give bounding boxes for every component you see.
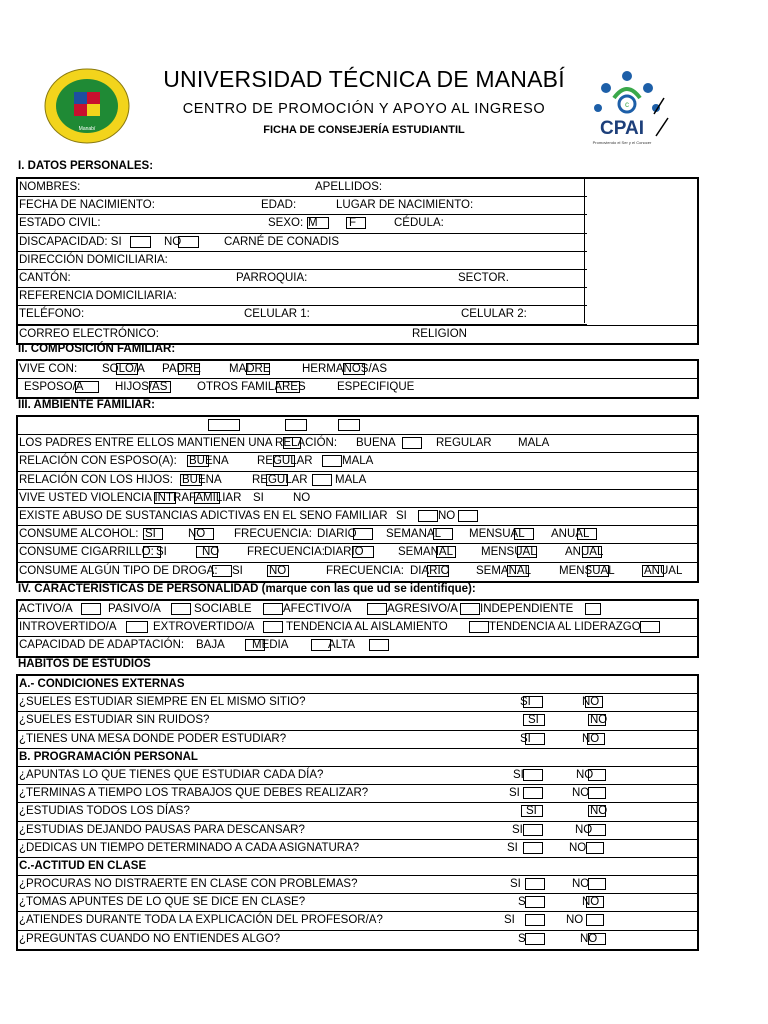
checkbox[interactable] — [352, 546, 374, 558]
checkbox[interactable] — [263, 621, 283, 633]
checkbox-no[interactable] — [587, 733, 605, 745]
checkbox[interactable] — [180, 474, 202, 486]
label: APELLIDOS: — [315, 181, 383, 193]
label: SI — [145, 528, 156, 541]
checkbox-yes[interactable] — [523, 714, 545, 726]
checkbox[interactable] — [369, 639, 389, 651]
subsection-title: C.-ACTITUD EN CLASE — [19, 859, 147, 872]
question: ¿ESTUDIAS DEJANDO PAUSAS PARA DESCANSAR? — [19, 823, 305, 836]
label: TENDENCIA AL LIDERAZGO — [489, 621, 641, 634]
checkbox[interactable] — [585, 603, 601, 615]
label: REGULAR — [436, 437, 492, 450]
label: NO — [269, 564, 287, 577]
label: CARNÉ DE CONADIS — [224, 235, 340, 248]
svg-text:Promoviendo el Ser y el Conoce: Promoviendo el Ser y el Conocer — [592, 140, 652, 145]
label: NO — [438, 509, 456, 522]
checkbox[interactable] — [582, 546, 602, 558]
checkbox[interactable] — [460, 603, 480, 615]
checkbox[interactable] — [196, 546, 218, 558]
label: DIARIO — [324, 546, 364, 559]
checkbox-madre[interactable] — [246, 363, 270, 375]
label: INDEPENDIENTE — [480, 603, 574, 615]
label: ESPOSO/A — [24, 381, 84, 394]
label: EDAD: — [261, 199, 297, 212]
label: RELACIÓN CON LOS HIJOS: — [19, 473, 174, 486]
checkbox[interactable] — [194, 492, 220, 504]
label: MENSUAL — [481, 546, 537, 559]
label: PADRE — [162, 363, 201, 375]
checkbox[interactable] — [154, 492, 176, 504]
label: DIARIO — [410, 564, 450, 577]
blank-box[interactable] — [285, 419, 307, 431]
question: ¿TIENES UNA MESA DONDE PODER ESTUDIAR? — [19, 732, 287, 745]
label: AFECTIVO/A — [283, 603, 352, 615]
section-family: II. COMPOSICIÓN FAMILIAR: — [18, 343, 176, 355]
label: SI — [520, 732, 531, 745]
question: ¿TERMINAS A TIEMPO LOS TRABAJOS QUE DEBES REALIZAR? — [19, 787, 369, 800]
checkbox-no[interactable] — [588, 805, 606, 817]
checkbox-yes[interactable] — [525, 914, 545, 926]
checkbox[interactable] — [514, 528, 534, 540]
checkbox-yes[interactable] — [523, 842, 543, 854]
checkbox[interactable] — [507, 565, 529, 577]
question: ¿PREGUNTAS CUANDO NO ENTIENDES ALGO? — [19, 932, 281, 945]
checkbox[interactable] — [143, 528, 163, 540]
checkbox-no[interactable] — [588, 769, 606, 781]
label: SI — [396, 509, 407, 522]
label: TELÉFONO: — [19, 308, 85, 321]
checkbox-yes[interactable] — [525, 896, 545, 908]
label: SI — [512, 823, 523, 836]
label: SEMANAL — [476, 564, 531, 577]
label: SI — [520, 696, 531, 709]
label: NO — [572, 787, 590, 800]
checkbox[interactable] — [367, 603, 387, 615]
label: ANUAL — [565, 546, 604, 559]
checkbox-yes[interactable] — [525, 933, 545, 945]
checkbox-yes[interactable] — [523, 787, 543, 799]
label: SOLO/A — [102, 363, 145, 375]
checkbox[interactable] — [126, 621, 148, 633]
subsection-title: B. PROGRAMACIÓN PERSONAL — [19, 750, 198, 763]
checkbox-no[interactable] — [588, 878, 606, 890]
label: REGULAR — [252, 473, 308, 486]
label: NO — [188, 528, 206, 541]
label: CÉDULA: — [394, 217, 444, 230]
label: EXTROVERTIDO/A — [153, 621, 255, 634]
label: CANTÓN: — [19, 271, 71, 284]
checkbox[interactable] — [194, 528, 214, 540]
label: CELULAR 1: — [244, 308, 310, 321]
label: SI — [507, 841, 518, 854]
checkbox-disability-no[interactable] — [178, 236, 199, 248]
checkbox-no[interactable] — [586, 896, 604, 908]
label: SEMANAL — [386, 528, 441, 541]
label: NO — [590, 714, 608, 727]
question: ¿SUELES ESTUDIAR SIEMPRE EN EL MISMO SITIO? — [19, 696, 306, 709]
label: NO — [582, 896, 600, 909]
checkbox-yes[interactable] — [523, 696, 543, 708]
checkbox-no[interactable] — [586, 914, 604, 926]
checkbox[interactable] — [402, 437, 422, 449]
checkbox-no[interactable] — [588, 933, 606, 945]
label: ANUAL — [644, 564, 683, 577]
checkbox[interactable] — [587, 565, 609, 577]
label: BUENA — [189, 455, 229, 468]
label: NO — [202, 546, 220, 559]
label: SI — [513, 768, 524, 781]
checkbox-padre[interactable] — [178, 363, 200, 375]
label: DIRECCIÓN DOMICILIARIA: — [19, 253, 168, 266]
form-title: FICHA DE CONSEJERÍA ESTUDIANTIL — [263, 124, 465, 136]
label: SI — [156, 546, 167, 559]
label: FRECUENCIA: — [234, 528, 312, 541]
label: RELIGION — [412, 327, 467, 340]
label: FECHA DE NACIMIENTO: — [19, 199, 155, 212]
svg-text:c: c — [625, 100, 629, 109]
label: MALA — [518, 437, 550, 450]
label: ALTA — [328, 639, 356, 652]
question: ¿ESTUDIAS TODOS LOS DÍAS? — [19, 805, 190, 818]
question: ¿ATIENDES DURANTE TODA LA EXPLICACIÓN DEL PROFESOR/A? — [19, 914, 383, 927]
university-title: UNIVERSIDAD TÉCNICA DE MANABÍ — [163, 66, 565, 92]
label: SOCIABLE — [194, 603, 252, 615]
checkbox[interactable] — [266, 474, 288, 486]
label: NO — [582, 696, 600, 709]
label: NO — [164, 235, 182, 248]
label: SI — [253, 491, 264, 504]
checkbox[interactable] — [263, 603, 283, 615]
label: NO — [569, 841, 587, 854]
label: NO — [580, 932, 598, 945]
label: NO — [575, 823, 593, 836]
label: BUENA — [356, 437, 396, 450]
environment-table — [16, 415, 699, 583]
label: NO — [576, 768, 594, 781]
label: CONSUME ALGÚN TIPO DE DROGA: — [19, 564, 218, 577]
checkbox[interactable] — [469, 621, 489, 633]
label: HERMANOS/AS — [302, 363, 387, 375]
center-title: CENTRO DE PROMOCIÓN Y APOYO AL INGRESO — [182, 101, 546, 117]
label: SI — [528, 714, 539, 727]
checkbox-no[interactable] — [588, 824, 606, 836]
label: MALA — [335, 473, 367, 486]
checkbox[interactable] — [418, 510, 438, 522]
label: REGULAR — [257, 455, 313, 468]
label: CAPACIDAD DE ADAPTACIÓN: — [19, 639, 185, 652]
checkbox-disability-yes[interactable] — [130, 236, 151, 248]
label: MENSUAL — [469, 528, 525, 541]
label: MADRE — [229, 363, 271, 375]
label: SI — [509, 787, 520, 800]
checkbox[interactable] — [436, 546, 456, 558]
checkbox[interactable] — [171, 603, 191, 615]
checkbox[interactable] — [640, 621, 660, 633]
question: ¿PROCURAS NO DISTRAERTE EN CLASE CON PROBLEMAS? — [19, 878, 358, 891]
label: SEXO: — [268, 217, 304, 230]
label: CONSUME CIGARRILLO: — [19, 546, 154, 559]
label: PARROQUIA: — [236, 271, 308, 284]
label: REFERENCIA DOMICILIARIA: — [19, 290, 177, 303]
checkbox-no[interactable] — [588, 787, 606, 799]
label: CORREO ELECTRÓNICO: — [19, 327, 159, 340]
checkbox-otros[interactable] — [276, 381, 300, 393]
checkbox[interactable] — [433, 528, 453, 540]
checkbox-yes[interactable] — [523, 824, 543, 836]
label: MENSUAL — [559, 564, 615, 577]
label: DIARIO — [317, 528, 357, 541]
checkbox[interactable] — [267, 565, 289, 577]
label: SECTOR. — [458, 271, 509, 284]
photo-box[interactable] — [584, 179, 697, 323]
label: SI — [510, 878, 521, 891]
checkbox-solo[interactable] — [116, 363, 138, 375]
checkbox-yes[interactable] — [525, 878, 545, 890]
label: BUENA — [182, 473, 222, 486]
label: M — [308, 217, 318, 230]
checkbox[interactable] — [81, 603, 101, 615]
label: MEDIA — [252, 639, 289, 652]
checkbox[interactable] — [517, 546, 537, 558]
label: ESTADO CIVIL: — [19, 217, 101, 230]
family-table — [16, 359, 699, 399]
label: VIVE USTED VIOLENCIA INTRAFAMILIAR — [19, 491, 242, 504]
label: ESPECIFIQUE — [337, 381, 415, 394]
checkbox-yes[interactable] — [523, 769, 543, 781]
label: SI — [504, 914, 515, 927]
blank-box[interactable] — [208, 419, 240, 431]
checkbox-no[interactable] — [585, 696, 603, 708]
checkbox-hermanos[interactable] — [343, 363, 365, 375]
checkbox-no[interactable] — [588, 714, 606, 726]
section-personality: IV. CARACTERÍSTICAS DE PERSONALIDAD (marque con las que ud se identifique): — [18, 583, 476, 595]
label: ACTIVO/A — [19, 603, 73, 615]
label: INTROVERTIDO/A — [19, 621, 117, 634]
checkbox[interactable] — [187, 455, 209, 467]
label: RELACIÓN CON ESPOSO(A): — [19, 455, 177, 468]
label: VIVE CON: — [19, 363, 78, 375]
checkbox[interactable] — [283, 437, 301, 449]
checkbox-hijos[interactable] — [149, 381, 171, 393]
label: PASIVO/A — [108, 603, 161, 615]
section-environment: III. AMBIENTE FAMILIAR: — [18, 399, 155, 411]
label: NO — [572, 878, 590, 891]
section-habits: HÁBITOS DE ESTUDIOS — [18, 658, 151, 670]
checkbox-esposo[interactable] — [75, 381, 99, 393]
svg-text:Manabí: Manabí — [78, 126, 96, 132]
label: SEMANAL — [398, 546, 453, 559]
checkbox-yes[interactable] — [521, 805, 543, 817]
label: S — [518, 932, 526, 945]
label: SI — [526, 805, 537, 818]
checkbox-no[interactable] — [586, 842, 604, 854]
question: ¿APUNTAS LO QUE TIENES QUE ESTUDIAR CADA DÍA? — [19, 768, 324, 781]
label: S — [518, 896, 526, 909]
checkbox[interactable] — [458, 510, 478, 522]
personality-table — [16, 599, 699, 658]
checkbox[interactable] — [427, 565, 449, 577]
label: NO — [293, 491, 311, 504]
label: DISCAPACIDAD: SI — [19, 235, 122, 248]
subsection-title: A.- CONDICIONES EXTERNAS — [19, 678, 185, 690]
question: ¿TOMAS APUNTES DE LO QUE SE DICE EN CLASE? — [19, 896, 306, 909]
label: LUGAR DE NACIMIENTO: — [336, 199, 474, 212]
checkbox-female[interactable] — [346, 217, 366, 229]
checkbox-yes[interactable] — [525, 733, 545, 745]
label: NO — [582, 732, 600, 745]
label: CELULAR 2: — [461, 308, 527, 321]
label: SI — [232, 564, 243, 577]
checkbox[interactable] — [577, 528, 597, 540]
question: ¿SUELES ESTUDIAR SIN RUIDOS? — [19, 714, 210, 727]
label: FRECUENCIA: — [247, 546, 325, 559]
label: NOMBRES: — [19, 181, 81, 193]
section-personal: I. DATOS PERSONALES: — [18, 160, 154, 172]
label: MALA — [342, 455, 374, 468]
personal-table — [16, 177, 699, 345]
label: BAJA — [196, 639, 225, 652]
label: CONSUME ALCOHOL: — [19, 528, 139, 541]
checkbox[interactable] — [353, 528, 373, 540]
label: FRECUENCIA: — [326, 564, 404, 577]
checkbox[interactable] — [322, 455, 342, 467]
svg-text:CPAI: CPAI — [600, 118, 644, 139]
habits-table — [16, 674, 699, 951]
label: F — [349, 217, 357, 230]
checkbox-male[interactable] — [307, 217, 329, 229]
label: LOS PADRES ENTRE ELLOS MANTIENEN UNA RELACIÓN: — [19, 437, 338, 450]
label: HIJOS/AS — [115, 381, 168, 394]
label: OTROS FAMILARES — [197, 381, 306, 394]
label: EXISTE ABUSO DE SUSTANCIAS ADICTIVAS EN EL SENO FAMILIAR — [19, 509, 388, 522]
checkbox[interactable] — [312, 474, 332, 486]
label: NO — [590, 805, 608, 818]
label: ANUAL — [551, 528, 590, 541]
label: NO — [566, 914, 584, 927]
checkbox[interactable] — [642, 565, 664, 577]
blank-box[interactable] — [338, 419, 360, 431]
checkbox[interactable] — [212, 565, 232, 577]
question: ¿DEDICAS UN TIEMPO DETERMINADO A CADA ASIGNATURA? — [19, 841, 360, 854]
label: TENDENCIA AL AISLAMIENTO — [286, 621, 448, 634]
checkbox[interactable] — [273, 455, 295, 467]
label: AGRESIVO/A — [387, 603, 458, 615]
